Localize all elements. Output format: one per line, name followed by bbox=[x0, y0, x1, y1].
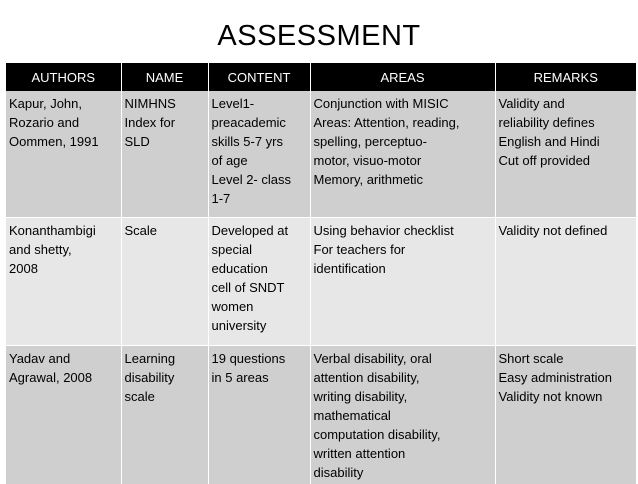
cell-line: Rozario and bbox=[9, 113, 117, 132]
cell-line: Developed at bbox=[212, 221, 306, 240]
cell-authors bbox=[6, 91, 121, 218]
cell-line: of age bbox=[212, 151, 306, 170]
cell-line: Validity not defined bbox=[499, 221, 633, 240]
cell-line: NIMHNS bbox=[125, 94, 204, 113]
header-remarks: REMARKS bbox=[495, 63, 636, 91]
cell-line: education bbox=[212, 259, 306, 278]
cell-line: reliability defines bbox=[499, 113, 633, 132]
cell-line: preacademic bbox=[212, 113, 306, 132]
cell-line: university bbox=[212, 316, 306, 335]
cell-line: cell of SNDT bbox=[212, 278, 306, 297]
cell-line: 1-7 bbox=[212, 189, 306, 208]
cell-line: spelling, perceptuo- bbox=[314, 132, 491, 151]
cell-line: Using behavior checklist bbox=[314, 221, 491, 240]
cell-content bbox=[208, 218, 310, 346]
cell-line: Index for bbox=[125, 113, 204, 132]
cell-remarks bbox=[495, 218, 636, 346]
cell-authors bbox=[6, 346, 121, 484]
cell-line: Agrawal, 2008 bbox=[9, 368, 117, 387]
cell-line: SLD bbox=[125, 132, 204, 151]
cell-areas bbox=[310, 346, 495, 484]
cell-name bbox=[121, 91, 208, 218]
cell-name bbox=[121, 346, 208, 484]
cell-line: For teachers for bbox=[314, 240, 491, 259]
cell-line: computation disability, bbox=[314, 425, 491, 444]
cell-line: Konanthambigi bbox=[9, 221, 117, 240]
cell-line: Verbal disability, oral bbox=[314, 349, 491, 368]
header-row bbox=[6, 63, 636, 91]
cell-line: Validity and bbox=[499, 94, 633, 113]
cell-line: in 5 areas bbox=[212, 368, 306, 387]
cell-authors bbox=[6, 218, 121, 346]
cell-line: written attention bbox=[314, 444, 491, 463]
cell-line: Learning bbox=[125, 349, 204, 368]
cell-areas bbox=[310, 218, 495, 346]
cell-line: Level 2- class bbox=[212, 170, 306, 189]
cell-line: 19 questions bbox=[212, 349, 306, 368]
cell-areas bbox=[310, 91, 495, 218]
header-name: NAME bbox=[121, 63, 208, 91]
cell-line: Areas: Attention, reading, bbox=[314, 113, 491, 132]
cell-line: Kapur, John, bbox=[9, 94, 117, 113]
cell-line: special bbox=[212, 240, 306, 259]
cell-content bbox=[208, 91, 310, 218]
cell-remarks bbox=[495, 91, 636, 218]
cell-line: identification bbox=[314, 259, 491, 278]
assessment-table bbox=[6, 63, 636, 484]
header-authors: AUTHORS bbox=[6, 63, 121, 91]
cell-line: English and Hindi bbox=[499, 132, 633, 151]
cell-line: motor, visuo-motor bbox=[314, 151, 491, 170]
cell-line: Cut off provided bbox=[499, 151, 633, 170]
cell-line: women bbox=[212, 297, 306, 316]
cell-name bbox=[121, 218, 208, 346]
cell-line: disability bbox=[314, 463, 491, 482]
cell-line: Easy administration bbox=[499, 368, 633, 387]
header-content: CONTENT bbox=[208, 63, 310, 91]
cell-line: disability bbox=[125, 368, 204, 387]
cell-remarks bbox=[495, 346, 636, 484]
cell-line: Validity not known bbox=[499, 387, 633, 406]
cell-line: attention disability, bbox=[314, 368, 491, 387]
cell-line: Scale bbox=[125, 221, 204, 240]
cell-line: writing disability, bbox=[314, 387, 491, 406]
table-row bbox=[6, 346, 636, 484]
cell-line: scale bbox=[125, 387, 204, 406]
cell-line: skills 5-7 yrs bbox=[212, 132, 306, 151]
cell-line: mathematical bbox=[314, 406, 491, 425]
table-row bbox=[6, 91, 636, 218]
cell-line: Memory, arithmetic bbox=[314, 170, 491, 189]
cell-line: Short scale bbox=[499, 349, 633, 368]
cell-line: Oommen, 1991 bbox=[9, 132, 117, 151]
slide-title: ASSESSMENT bbox=[0, 20, 638, 53]
cell-content bbox=[208, 346, 310, 484]
cell-line: Conjunction with MISIC bbox=[314, 94, 491, 113]
cell-line: Level1- bbox=[212, 94, 306, 113]
cell-line: 2008 bbox=[9, 259, 117, 278]
cell-line: and shetty, bbox=[9, 240, 117, 259]
header-areas: AREAS bbox=[310, 63, 495, 91]
table-row bbox=[6, 218, 636, 346]
cell-line: Yadav and bbox=[9, 349, 117, 368]
